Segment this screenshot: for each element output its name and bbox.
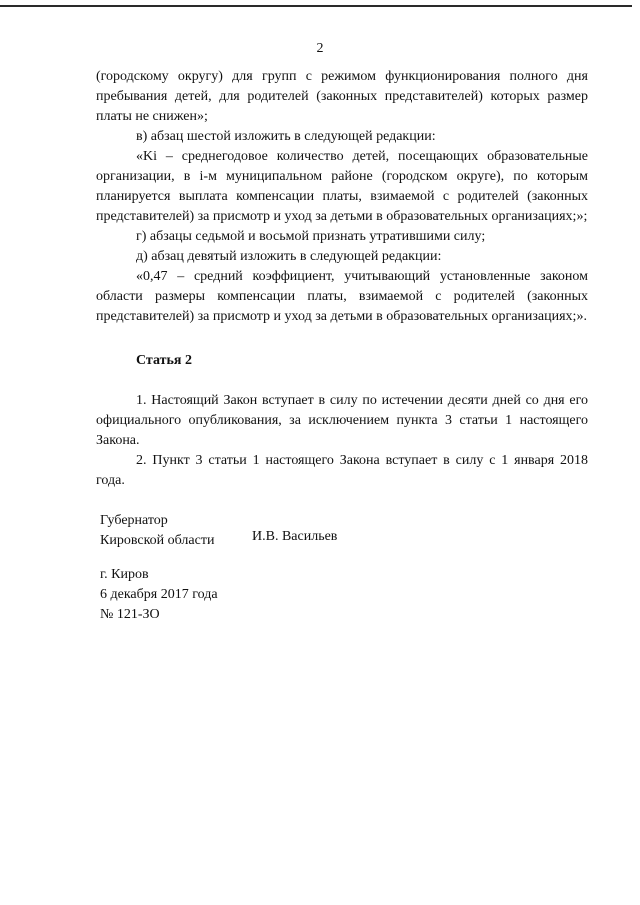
signature-title-line: Губернатор [100, 513, 168, 528]
top-rule [0, 5, 632, 7]
law-number: № 121-ЗО [100, 607, 160, 622]
article-paragraph: 2. Пункт 3 статьи 1 настоящего Закона вступает в силу с 1 января 2018 года. [96, 453, 588, 488]
paragraph: в) абзац шестой изложить в следующей редакции: [136, 129, 436, 144]
signature-title-line: Кировской области [100, 533, 215, 548]
date: 6 декабря 2017 года [100, 587, 218, 602]
paragraph: «0,47 – средний коэффициент, учитывающий установленные законом области размеры компенсации платы, взимаемой с родителей (законных представителей) за присмотр и уход за детьми в образовательных организациях;». [96, 269, 588, 324]
paragraph: д) абзац девятый изложить в следующей редакции: [136, 249, 442, 264]
city: г. Киров [100, 567, 149, 582]
paragraph: (городскому округу) для групп с режимом функционирования полного дня пребывания детей, для родителей (законных представителей) которых размер платы не снижен»; [96, 69, 588, 124]
article-heading: Статья 2 [136, 353, 192, 368]
signature-title [100, 511, 214, 551]
document-body [96, 67, 588, 491]
paragraph: «Ki – среднегодовое количество детей, посещающих образовательные организации, в i-м муниципальном районе (городском округе), по которым планируется выплата компенсации платы, взимаемой с родителей (законных представителей) за присмотр и уход за детьми в образовательных организациях;»; [96, 149, 588, 224]
paragraph: г) абзацы седьмой и восьмой признать утратившими силу; [136, 229, 486, 244]
place-date-block [100, 565, 218, 625]
article-paragraph: 1. Настоящий Закон вступает в силу по истечении десяти дней со дня его официального опубликования, за исключением пункта 3 статьи 1 настоящего Закона. [96, 393, 588, 448]
signature-name: И.В. Васильев [252, 529, 338, 544]
page-number: 2 [316, 41, 324, 56]
